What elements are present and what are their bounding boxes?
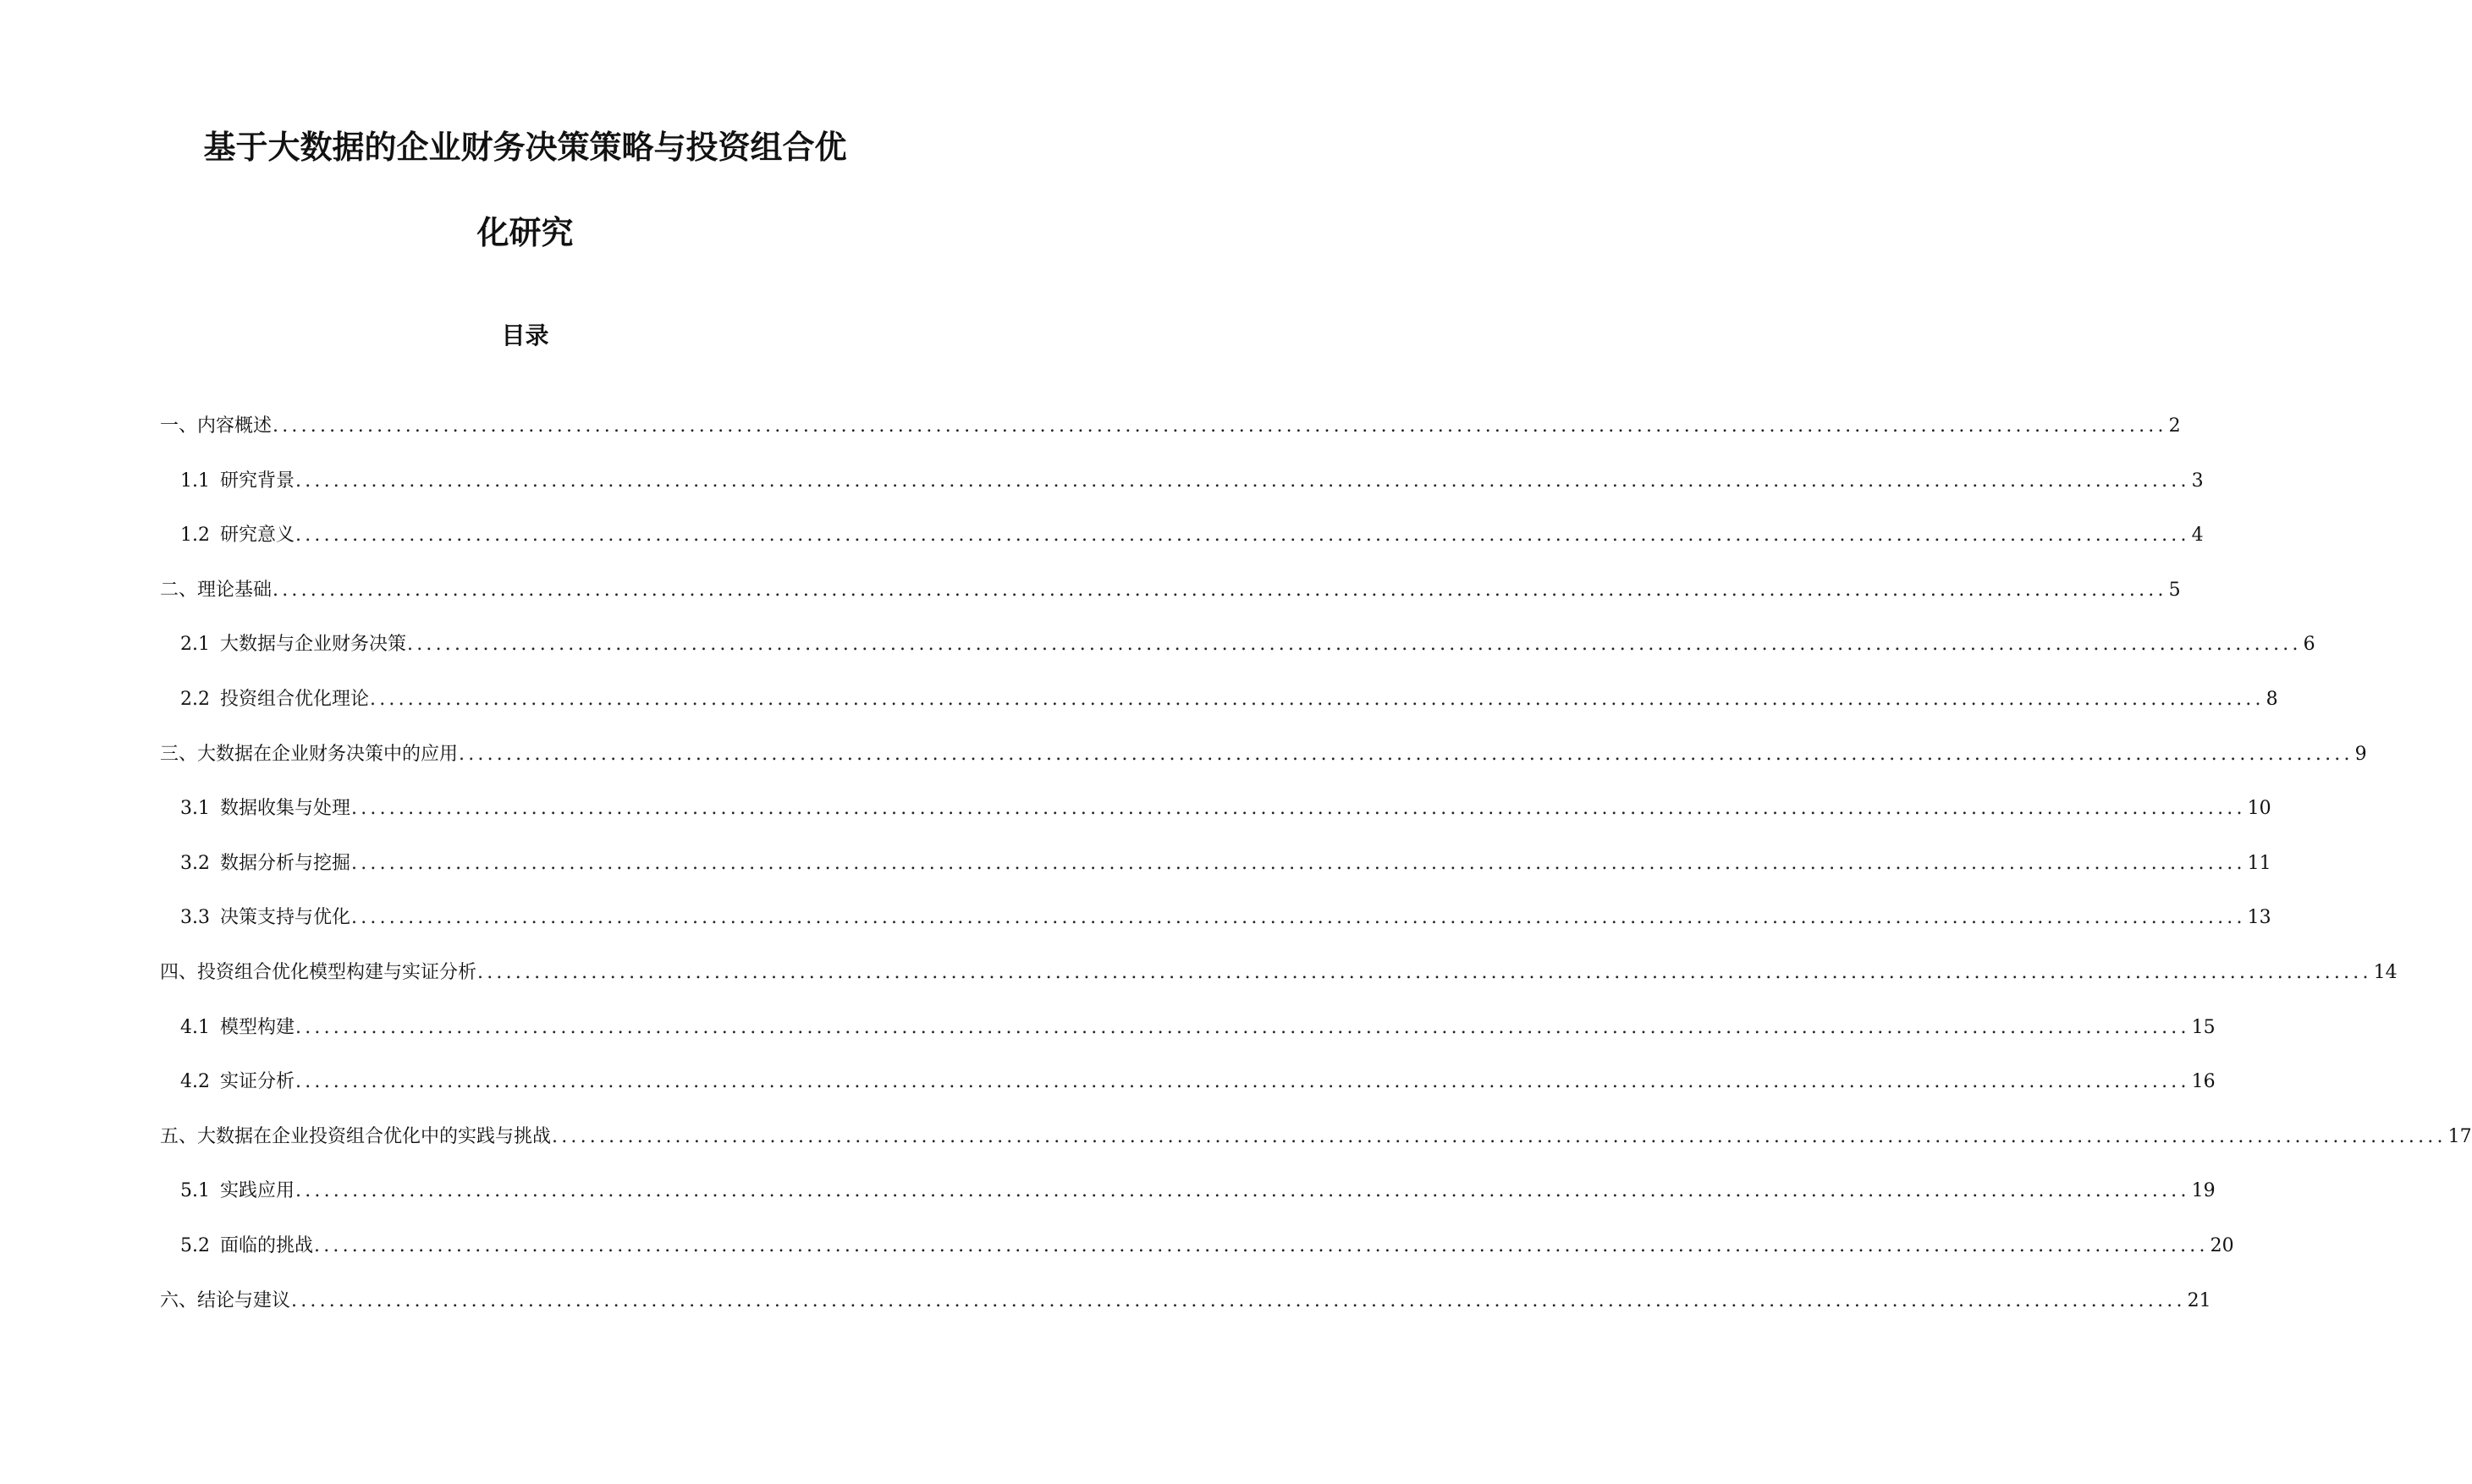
toc-dot-leader: ........................................................................................................................................................................................................ <box>295 1016 2190 1038</box>
toc-page-number: 15 <box>2191 1016 2216 1038</box>
toc-entry[interactable] <box>180 1179 2216 1204</box>
toc-entry-text: 五、大数据在企业投资组合优化中的实践与挑战 <box>160 1125 552 1147</box>
toc-dot-leader: ........................................................................................................................................................................................................ <box>351 798 2246 820</box>
toc-dot-leader: ........................................................................................................................................................................................................ <box>459 743 2354 765</box>
toc-entry-label <box>160 960 476 986</box>
toc-entry-number: 4.1 <box>180 1016 210 1038</box>
toc-page-number: 17 <box>2447 1125 2472 1147</box>
toc-entry-number: 1.2 <box>180 525 210 547</box>
toc-entry[interactable] <box>160 742 2367 767</box>
toc-entry-number: 5.2 <box>180 1235 210 1256</box>
toc-dot-leader: ........................................................................................................................................................................................................ <box>552 1125 2447 1147</box>
toc-entry[interactable] <box>180 1015 2216 1041</box>
toc-entry-label <box>160 742 458 767</box>
toc-entry[interactable] <box>160 1124 2472 1150</box>
toc-entry-text: 研究意义 <box>220 525 295 547</box>
toc-entry-text: 三、大数据在企业财务决策中的应用 <box>160 743 459 765</box>
toc-entry-text: 实践应用 <box>220 1180 295 1202</box>
toc-entry[interactable] <box>180 632 2315 657</box>
toc-entry-number: 3.3 <box>180 907 210 929</box>
toc-page-number: 21 <box>2187 1289 2211 1311</box>
toc-dot-leader: ........................................................................................................................................................................................................ <box>295 470 2190 492</box>
toc-page-number: 14 <box>2373 962 2398 983</box>
toc-entry-text: 一、内容概述 <box>160 415 273 437</box>
toc-entry-label <box>180 1069 295 1095</box>
toc-entry-label <box>180 1015 295 1041</box>
toc-page-number: 6 <box>2303 634 2315 656</box>
toc-entry-label <box>160 414 272 439</box>
toc-entry[interactable] <box>180 851 2271 877</box>
toc-entry-text: 大数据与企业财务决策 <box>220 634 407 656</box>
toc-entry-label <box>180 687 369 712</box>
toc-entry-label <box>160 578 272 603</box>
toc-entry[interactable] <box>180 469 2204 494</box>
toc-dot-leader: ........................................................................................................................................................................................................ <box>370 689 2265 710</box>
toc-entry-number: 3.2 <box>180 852 210 874</box>
toc-dot-leader: ........................................................................................................................................................................................................ <box>295 525 2190 547</box>
toc-page-number: 13 <box>2247 907 2271 929</box>
toc-entry-text: 四、投资组合优化模型构建与实证分析 <box>160 962 477 983</box>
toc-entry-number: 1.1 <box>180 470 210 492</box>
toc-entry-label <box>180 523 295 548</box>
toc-entry-number: 2.2 <box>180 689 210 710</box>
document-title-line-1: 基于大数据的企业财务决策策略与投资组合优 <box>203 128 847 166</box>
toc-page-number: 3 <box>2191 470 2204 492</box>
document-title-line-2: 化研究 <box>476 213 574 251</box>
toc-dot-leader: ........................................................................................................................................................................................................ <box>295 1180 2190 1202</box>
toc-entry-label <box>160 1289 290 1314</box>
toc-dot-leader: ........................................................................................................................................................................................................ <box>351 907 2246 929</box>
toc-entry[interactable] <box>180 905 2271 931</box>
toc-entry-label <box>180 796 350 822</box>
toc-entry-text: 研究背景 <box>220 470 295 492</box>
toc-entry-label <box>180 905 350 931</box>
toc-entry[interactable] <box>180 687 2278 712</box>
toc-entry-label <box>180 632 406 657</box>
toc-page-number: 9 <box>2354 743 2367 765</box>
toc-dot-leader: ........................................................................................................................................................................................................ <box>295 1071 2190 1093</box>
toc-heading: 目录 <box>501 322 549 349</box>
toc-entry[interactable] <box>160 960 2398 986</box>
toc-entry[interactable] <box>180 796 2271 822</box>
toc-entry-text: 面临的挑战 <box>220 1235 314 1256</box>
toc-page-number: 4 <box>2191 525 2204 547</box>
toc-entry[interactable] <box>180 1069 2216 1095</box>
toc-entry-number: 2.1 <box>180 634 210 656</box>
toc-entry-text: 模型构建 <box>220 1016 295 1038</box>
toc-entry-text: 二、理论基础 <box>160 579 273 601</box>
toc-dot-leader: ........................................................................................................................................................................................................ <box>477 962 2372 983</box>
toc-entry[interactable] <box>160 1289 2211 1314</box>
toc-entry-label <box>180 1234 313 1259</box>
toc-entry[interactable] <box>160 578 2181 603</box>
toc-entry-number: 5.1 <box>180 1180 210 1202</box>
toc-page-number: 20 <box>2210 1235 2234 1256</box>
toc-entry-text: 数据收集与处理 <box>220 798 351 820</box>
toc-dot-leader: ........................................................................................................................................................................................................ <box>351 852 2246 874</box>
toc-entry[interactable] <box>180 523 2204 548</box>
toc-entry-text: 投资组合优化理论 <box>220 689 370 710</box>
toc-page-number: 19 <box>2191 1180 2216 1202</box>
toc-entry-text: 实证分析 <box>220 1071 295 1093</box>
toc-entry-text: 六、结论与建议 <box>160 1289 291 1311</box>
toc-entry-text: 数据分析与挖掘 <box>220 852 351 874</box>
toc-dot-leader: ........................................................................................................................................................................................................ <box>291 1289 2186 1311</box>
toc-page-number: 10 <box>2247 798 2271 820</box>
toc-page-number: 11 <box>2247 852 2271 874</box>
toc-page-number: 5 <box>2168 579 2181 601</box>
toc-page-number: 2 <box>2168 415 2181 437</box>
toc-entry[interactable] <box>180 1234 2234 1259</box>
toc-entry-label <box>160 1124 551 1150</box>
toc-page-number: 16 <box>2191 1071 2216 1093</box>
toc-entry-label <box>180 851 350 877</box>
toc-entry-number: 3.1 <box>180 798 210 820</box>
toc-entry-number: 4.2 <box>180 1071 210 1093</box>
toc-entry-label <box>180 1179 295 1204</box>
toc-page-number: 8 <box>2266 689 2278 710</box>
toc-entry-label <box>180 469 295 494</box>
toc-dot-leader: ........................................................................................................................................................................................................ <box>273 579 2167 601</box>
toc-entry[interactable] <box>160 414 2181 439</box>
toc-dot-leader: ........................................................................................................................................................................................................ <box>273 415 2167 437</box>
toc-entry-text: 决策支持与优化 <box>220 907 351 929</box>
toc-dot-leader: ........................................................................................................................................................................................................ <box>407 634 2302 656</box>
toc-dot-leader: ........................................................................................................................................................................................................ <box>314 1235 2209 1256</box>
